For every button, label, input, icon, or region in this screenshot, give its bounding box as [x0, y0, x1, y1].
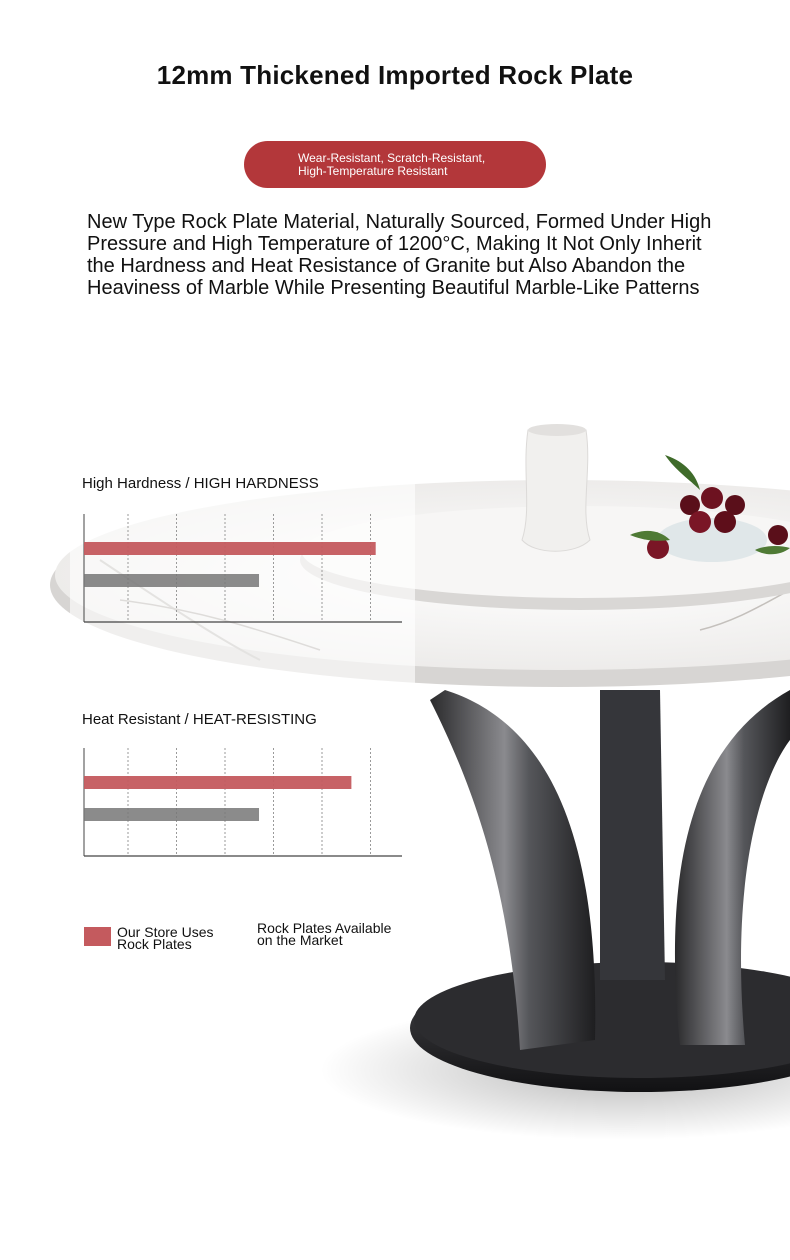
bar-our-store: [84, 776, 351, 789]
bar-market: [84, 808, 259, 821]
badge-line-1: Wear-Resistant, Scratch-Resistant,: [298, 151, 486, 165]
hardness-chart-title: High Hardness / HIGH HARDNESS: [82, 475, 319, 492]
legend-ours: [117, 926, 213, 950]
legend-ours-line-2: Rock Plates: [117, 936, 192, 952]
page-title: 12mm Thickened Imported Rock Plate: [156, 60, 634, 90]
bar-market: [84, 574, 259, 587]
hardness-chart: [80, 512, 410, 630]
legend-ours-line-1: Our Store Uses: [117, 924, 214, 940]
bar-our-store: [84, 542, 376, 555]
badge-line-2: High-Temperature Resistant: [298, 164, 448, 178]
legend-market: [257, 922, 391, 946]
legend-market-line-1: Rock Plates Available: [257, 920, 392, 936]
heat-chart-title: Heat Resistant / HEAT-RESISTING: [82, 711, 317, 728]
legend-market-line-2: on the Market: [257, 932, 343, 948]
feature-badge: [244, 141, 546, 188]
legend-swatch-ours: [84, 927, 111, 946]
product-description: New Type Rock Plate Material, Naturally Sourced, Formed Under High Pressure and High Temperature of 1200°C, Making It Not Only Inherit the Hardness and Heat Resistance of Granite but Also Abandon the Heaviness of Marble While Presenting Beautiful Marble-Like Patterns: [87, 211, 712, 299]
heat-chart: [80, 746, 410, 864]
